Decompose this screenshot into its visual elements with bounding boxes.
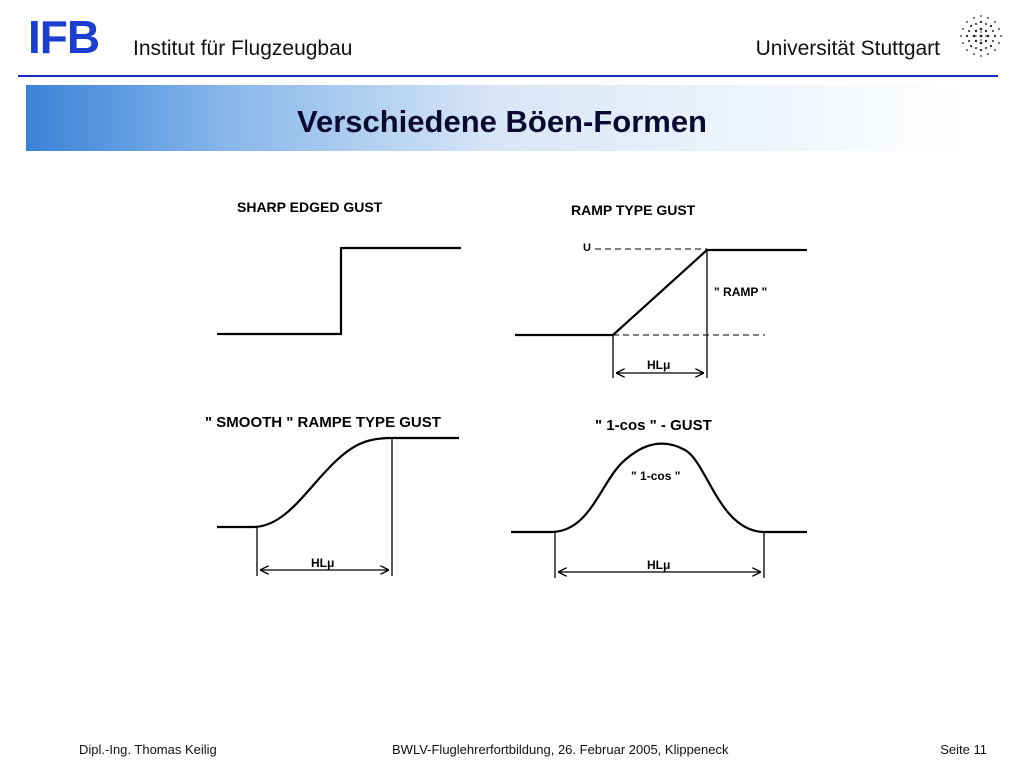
cosine-gust-panel <box>511 417 807 578</box>
footer-page-number: Seite 11 <box>940 742 987 757</box>
sharp-gust-curve <box>217 248 461 334</box>
cosine-curve-label: " 1-cos " <box>631 469 681 483</box>
ramp-length-label: HLμ <box>647 358 671 372</box>
institute-name: Institut für Flugzeugbau <box>133 37 353 60</box>
ramp-gust-title: RAMP TYPE GUST <box>571 202 696 218</box>
smooth-length-label: HLμ <box>311 556 335 570</box>
smooth-gust-curve <box>217 438 459 527</box>
gust-shapes-diagram <box>195 180 835 600</box>
ramp-label: " RAMP " <box>714 285 768 299</box>
cosine-length-label: HLμ <box>647 558 671 572</box>
sharp-edged-gust-panel <box>217 199 461 334</box>
sharp-gust-title: SHARP EDGED GUST <box>237 199 383 215</box>
slide-footer <box>0 742 1024 760</box>
ramp-u-label: U <box>583 242 591 254</box>
footer-author: Dipl.-Ing. Thomas Keilig <box>79 742 217 757</box>
header-divider <box>18 75 998 77</box>
smooth-ramp-gust-panel <box>205 414 459 576</box>
slide-header <box>0 0 1024 80</box>
cosine-gust-title: " 1-cos " - GUST <box>595 417 712 434</box>
slide-title: Verschiedene Böen-Formen <box>296 104 707 139</box>
cosine-gust-curve <box>511 444 807 532</box>
footer-event: BWLV-Fluglehrerfortbildung, 26. Februar 2005, Klippeneck <box>392 742 729 757</box>
smooth-gust-title: " SMOOTH " RAMPE TYPE GUST <box>205 414 441 431</box>
university-seal-icon <box>956 10 1006 62</box>
university-name: Universität Stuttgart <box>755 37 940 60</box>
ifb-logo: IFB <box>28 11 100 63</box>
ramp-type-gust-panel <box>515 202 807 378</box>
